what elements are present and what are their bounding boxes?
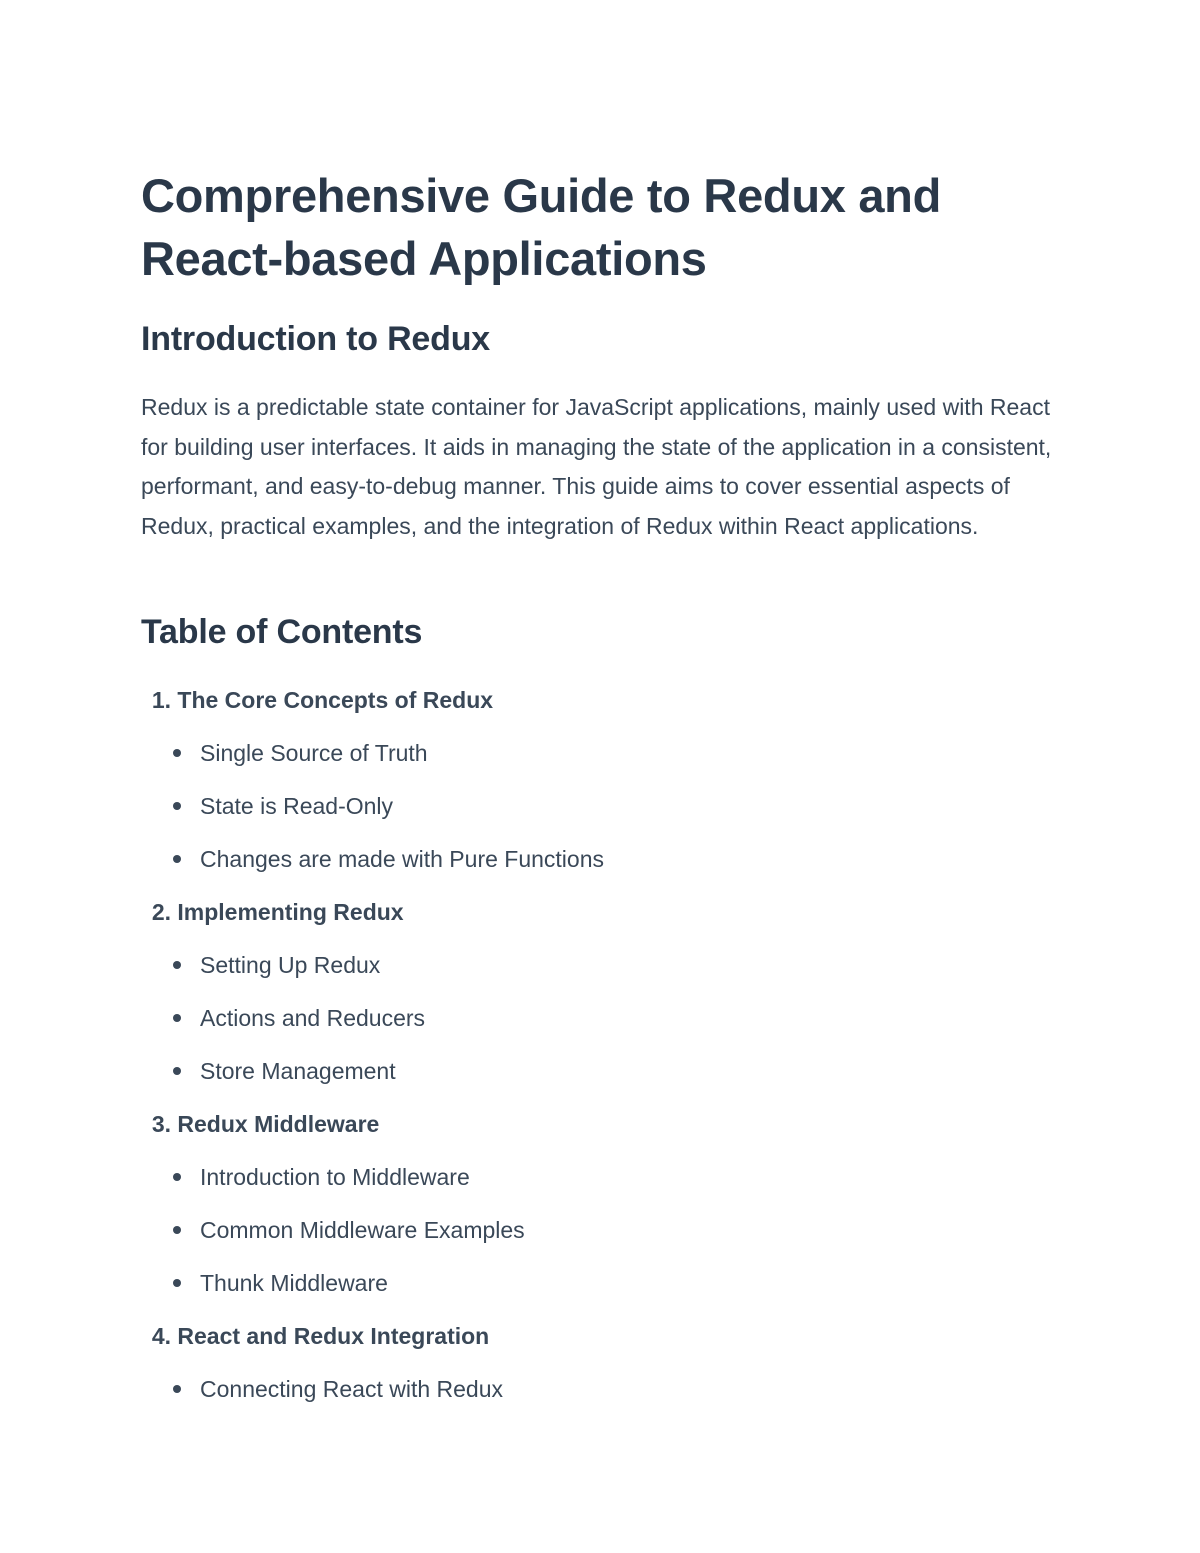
toc-section-core-concepts: [141, 680, 1041, 892]
toc-subsection-label: Changes are made with Pure Functions: [200, 846, 604, 872]
toc-section-number: 1.: [151, 687, 171, 713]
toc-section-title: The Core Concepts of Redux: [177, 687, 494, 713]
toc-section-implementing-redux: [141, 892, 1041, 1104]
bullet-icon: [173, 1067, 181, 1075]
toc-subsection-label: Store Management: [200, 1058, 396, 1084]
introduction-heading: Introduction to Redux: [141, 320, 490, 358]
toc-subsection-list: [141, 733, 1041, 892]
bullet-icon: [173, 1014, 181, 1022]
toc-subsection-label: Actions and Reducers: [200, 1005, 426, 1031]
bullet-icon: [173, 855, 181, 863]
bullet-icon: [173, 749, 181, 757]
toc-subsection-item: [141, 1157, 1041, 1210]
toc-section-heading: [141, 1104, 1041, 1157]
toc-subsection-label: Introduction to Middleware: [200, 1164, 470, 1190]
toc-section-number: 2.: [151, 899, 171, 925]
toc-section-title: Implementing Redux: [177, 899, 404, 925]
introduction-paragraph: Redux is a predictable state container for JavaScript applications, mainly used with React for building user interfaces. It aids in managing the state of the application in a consistent, performant, and easy-to-debug manner. This guide aims to cover essential aspects of Redux, practical examples, and the integration of Redux within React applications.: [141, 394, 1052, 539]
toc-section-heading: [141, 1316, 1041, 1369]
bullet-icon: [173, 802, 181, 810]
toc-section-title: Redux Middleware: [177, 1111, 380, 1137]
toc-subsection-label: Single Source of Truth: [200, 740, 428, 766]
toc-subsection-item: [141, 1369, 1041, 1422]
document-title: Comprehensive Guide to Redux and React-based Applications: [141, 169, 941, 285]
toc-subsection-item: [141, 1210, 1041, 1263]
toc-subsection-item: [141, 1263, 1041, 1316]
toc-section-title: React and Redux Integration: [177, 1323, 490, 1349]
toc-subsection-item: [141, 733, 1041, 786]
bullet-icon: [173, 1279, 181, 1287]
toc-section-redux-middleware: [141, 1104, 1041, 1316]
toc-subsection-list: [141, 1157, 1041, 1316]
toc-subsection-label: Setting Up Redux: [200, 952, 381, 978]
toc-section-number: 3.: [151, 1111, 171, 1137]
toc-subsection-item: [141, 786, 1041, 839]
bullet-icon: [173, 1385, 181, 1393]
toc-subsection-item: [141, 839, 1041, 892]
toc-subsection-list: [141, 945, 1041, 1104]
toc-section-heading: [141, 892, 1041, 945]
toc-subsection-label: Common Middleware Examples: [200, 1217, 525, 1243]
toc-section-react-redux-integration: [141, 1316, 1041, 1422]
bullet-icon: [173, 1173, 181, 1181]
toc-subsection-label: Connecting React with Redux: [200, 1376, 503, 1402]
toc-subsection-item: [141, 998, 1041, 1051]
table-of-contents-heading: Table of Contents: [141, 613, 423, 651]
toc-section-number: 4.: [151, 1323, 171, 1349]
toc-subsection-label: Thunk Middleware: [200, 1270, 388, 1296]
bullet-icon: [173, 961, 181, 969]
table-of-contents: [141, 680, 1041, 1422]
toc-subsection-label: State is Read-Only: [200, 793, 394, 819]
bullet-icon: [173, 1226, 181, 1234]
toc-subsection-item: [141, 945, 1041, 998]
toc-subsection-list: [141, 1369, 1041, 1422]
toc-section-heading: [141, 680, 1041, 733]
toc-subsection-item: [141, 1051, 1041, 1104]
